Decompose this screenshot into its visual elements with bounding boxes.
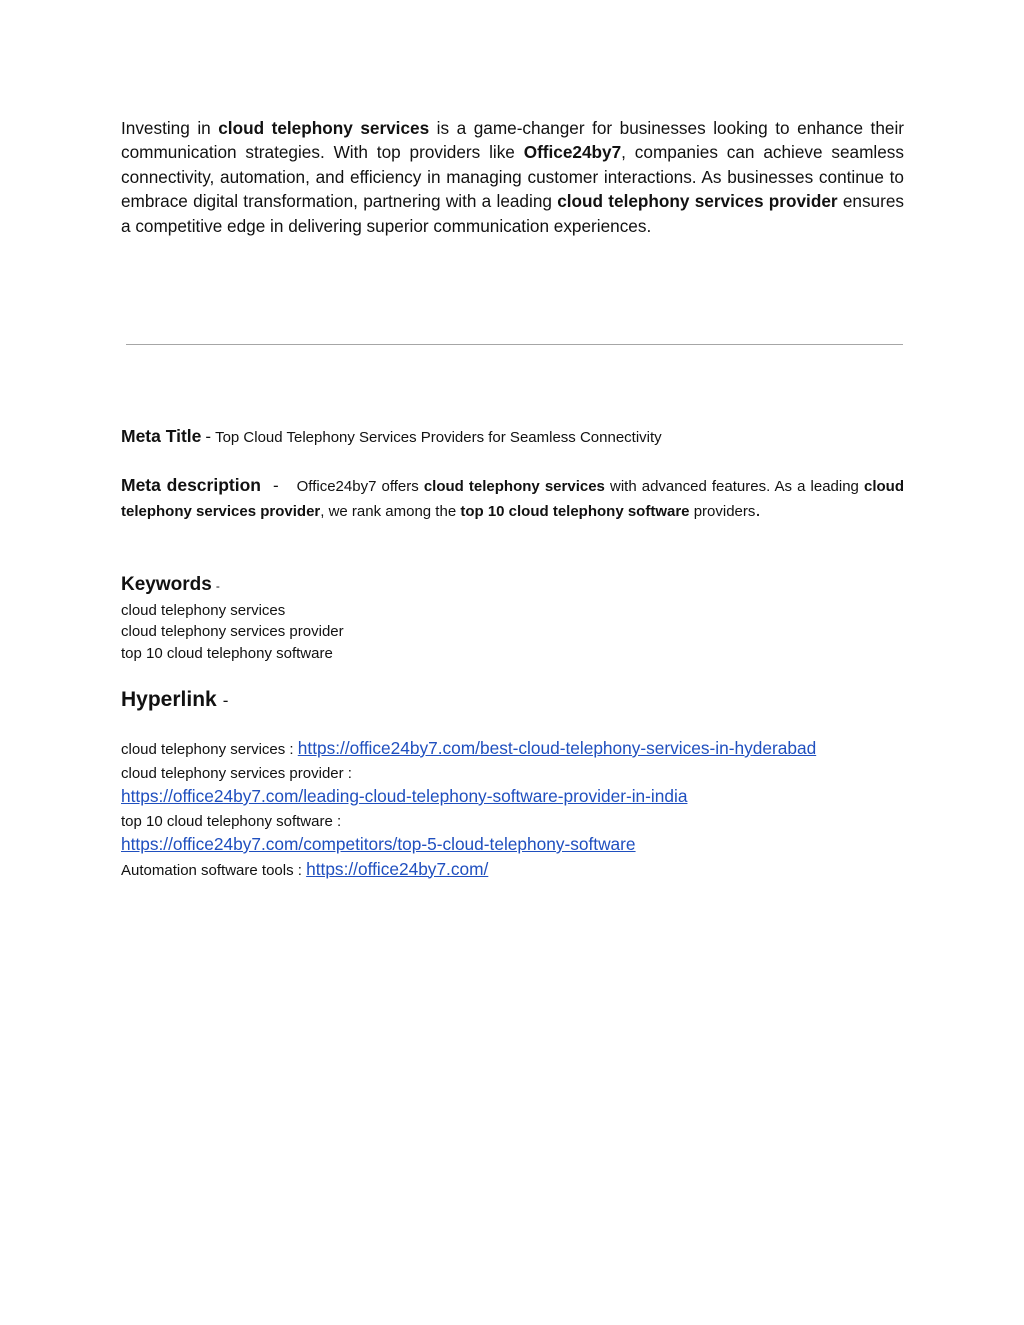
meta-description-text: , we rank among the: [320, 503, 461, 520]
hyperlink-url[interactable]: https://office24by7.com/: [306, 858, 489, 879]
hyperlink-separator: :: [285, 741, 298, 758]
keywords-list: [121, 600, 344, 664]
meta-description-text: with advanced features. As a leading: [604, 478, 864, 495]
meta-description-bold: cloud telephony services: [423, 478, 605, 495]
meta-description-bold: top 10 cloud telephony software: [460, 503, 690, 520]
meta-title-value: Top Cloud Telephony Services Providers for Seamless Connectivity: [215, 429, 662, 446]
keyword-item: top 10 cloud telephony software: [121, 644, 333, 662]
intro-text: ensures a competitive edge in delivering superior communication experiences.: [121, 191, 904, 236]
meta-title-line: [121, 426, 904, 447]
meta-description-bold: cloud telephony services provider: [121, 478, 904, 520]
hyperlink-entry: [121, 810, 816, 834]
keywords-dash: -: [215, 579, 220, 593]
intro-text: is a game-changer for businesses looking to enhance their communication strategies. With top providers like: [121, 118, 904, 163]
hyperlink-heading: [121, 688, 232, 712]
keywords-heading: [121, 574, 224, 596]
hyperlink-keyword: top 10 cloud telephony software: [121, 812, 333, 830]
hyperlink-entry: [121, 833, 816, 858]
hyperlink-keyword: cloud telephony services provider: [121, 764, 344, 782]
intro-paragraph: [121, 116, 904, 238]
hyperlink-keyword: cloud telephony services: [121, 741, 286, 758]
keyword-item: cloud telephony services: [121, 602, 286, 619]
hyperlink-separator: :: [343, 764, 352, 782]
hyperlink-entry: [121, 858, 816, 883]
intro-bold-term: cloud telephony services provider: [557, 191, 838, 212]
hyperlink-separator: :: [332, 812, 342, 830]
hyperlink-label: Hyperlink: [121, 688, 217, 711]
hyperlink-entry: [121, 737, 816, 762]
intro-text: Investing in: [121, 118, 219, 138]
hyperlink-separator: :: [293, 861, 307, 879]
hyperlink-url[interactable]: https://office24by7.com/best-cloud-telephony-services-in-hyderabad: [297, 738, 817, 758]
keywords-label: Keywords: [121, 574, 212, 595]
meta-description-text: Office24by7 offers: [296, 478, 424, 495]
hyperlink-keyword: Automation software tools: [121, 861, 294, 879]
hyperlink-url[interactable]: https://office24by7.com/leading-cloud-telephony-software-provider-in-india: [121, 786, 688, 806]
hyperlink-dash: -: [222, 691, 229, 710]
intro-bold-brand: Office24by7: [523, 142, 622, 163]
meta-title-label: Meta Title: [121, 426, 202, 446]
intro-bold-term: cloud telephony services: [218, 118, 430, 138]
meta-description-text: providers: [689, 503, 756, 520]
hyperlink-url[interactable]: https://office24by7.com/competitors/top-5-cloud-telephony-software: [121, 834, 636, 854]
horizontal-divider: [126, 344, 903, 345]
meta-title-dash: -: [205, 427, 212, 446]
meta-description-label: Meta description: [121, 475, 261, 495]
hyperlink-list: [121, 737, 816, 882]
meta-description-dash: -: [272, 476, 279, 495]
meta-description-paragraph: [121, 473, 904, 524]
meta-description-period: .: [755, 500, 761, 521]
hyperlink-entry: [121, 785, 816, 810]
hyperlink-entry: [121, 762, 816, 786]
intro-text: , companies can achieve seamless connectivity, automation, and efficiency in managing customer interactions. As businesses continue to embrace digital transformation, partnering with a leading: [121, 142, 904, 212]
keyword-item: cloud telephony services provider: [121, 623, 344, 641]
